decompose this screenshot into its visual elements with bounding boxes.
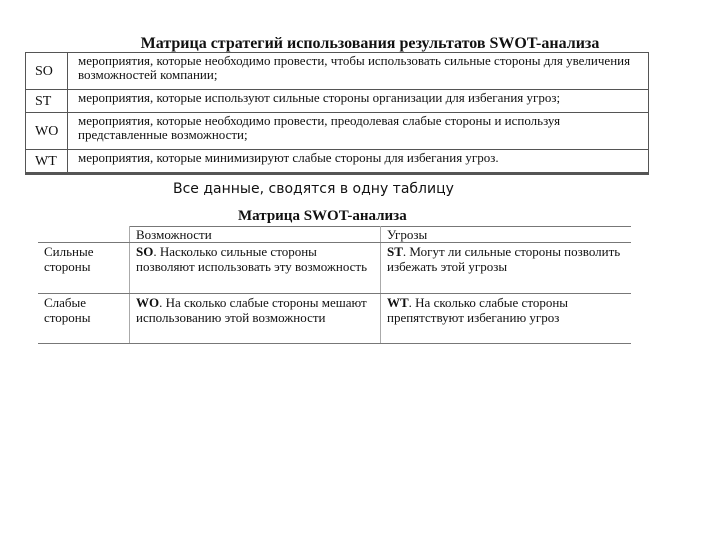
strategy-table-title: Матрица стратегий использования результатов SWOT-анализа <box>140 35 600 52</box>
row-header-strengths: Сильные стороны <box>38 243 130 294</box>
cell-text-so: . Насколько сильные стороны позволяют использовать эту возможность <box>136 244 368 274</box>
table-row <box>26 113 649 150</box>
strategy-desc-st: мероприятия, которые используют сильные стороны организации для избегания угроз; <box>68 90 649 113</box>
col-header-threats: Угрозы <box>381 227 632 243</box>
matrix-header-row <box>38 227 631 243</box>
swot-matrix <box>38 226 631 344</box>
cell-code-wt: WT <box>387 295 409 310</box>
strategy-code-wt: WT <box>26 150 68 174</box>
swot-matrix-title: Матрица SWOT-анализа <box>238 208 407 224</box>
table-row <box>38 243 631 294</box>
matrix-cell-wo <box>130 294 381 344</box>
table-row <box>26 150 649 174</box>
matrix-cell-so <box>130 243 381 294</box>
cell-code-wo: WO <box>136 295 160 310</box>
col-header-opportunities: Возможности <box>130 227 381 243</box>
strategy-desc-so: мероприятия, которые необходимо провести, чтобы использовать сильные стороны для увеличения возможностей компании; <box>68 53 649 90</box>
table-row <box>26 53 649 90</box>
table-row <box>26 90 649 113</box>
strategy-code-st: ST <box>26 90 68 113</box>
strategy-table <box>25 52 649 175</box>
matrix-cell-wt <box>381 294 632 344</box>
cell-code-st: ST <box>387 244 403 259</box>
strategy-desc-wt: мероприятия, которые минимизируют слабые стороны для избегания угроз. <box>68 150 649 174</box>
cell-text-wo: . На сколько слабые стороны мешают использованию этой возможности <box>136 295 367 325</box>
matrix-cell-st <box>381 243 632 294</box>
row-header-weaknesses: Слабые стороны <box>38 294 130 344</box>
matrix-corner-cell <box>38 227 130 243</box>
table-row <box>38 294 631 344</box>
cell-text-wt: . На сколько слабые стороны препятствуют избеганию угроз <box>387 295 569 325</box>
strategy-code-wo: WO <box>26 113 68 150</box>
summary-caption: Все данные, сводятся в одну таблицу <box>173 181 454 197</box>
cell-text-st: . Могут ли сильные стороны позволить избежать этой угрозы <box>387 244 621 274</box>
cell-code-so: SO <box>136 244 154 259</box>
strategy-code-so: SO <box>26 53 68 90</box>
strategy-desc-wo: мероприятия, которые необходимо провести, преодолевая слабые стороны и используя представленные возможности; <box>68 113 649 150</box>
